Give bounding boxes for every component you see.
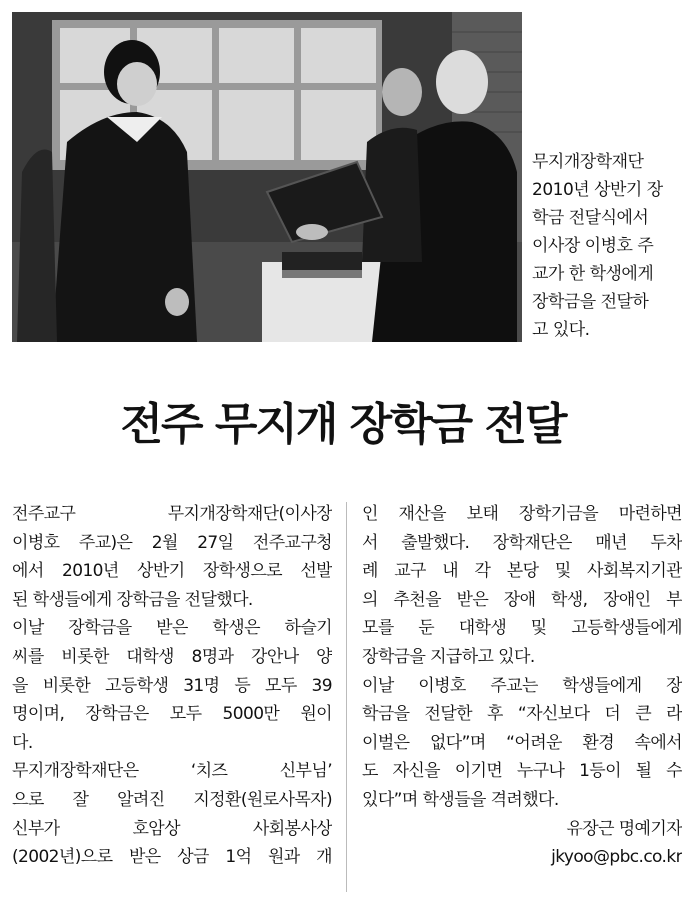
caption-line: 장학금을 전달하	[532, 292, 649, 312]
photo-icon	[12, 12, 522, 342]
column-divider	[346, 502, 347, 892]
body-line: 있다”며 학생들을 격려했다.	[362, 789, 559, 810]
article-body-left-column	[12, 500, 332, 872]
body-line: 명이며, 장학금은 모두 5000만 원이	[12, 704, 332, 725]
byline-author: 유장근 명예기자	[566, 818, 682, 839]
body-line: 서 출발했다. 장학재단은 매년 두차	[362, 532, 682, 553]
body-line: 이병호 주교)은 2월 27일 전주교구청	[12, 532, 332, 553]
body-line: 의 추천을 받은 장애 학생, 장애인 부	[362, 589, 682, 610]
body-line: 례 교구 내 각 본당 및 사회복지기관	[362, 561, 682, 582]
body-line: 으로 잘 알려진 지정환(원로사목자)	[12, 789, 332, 810]
body-line: 이벌은 없다”며 “어려운 환경 속에서	[362, 732, 682, 753]
article-body-right-column	[362, 500, 682, 872]
photo-caption	[532, 148, 680, 344]
article-headline: 전주 무지개 장학금 전달	[120, 399, 566, 450]
body-line: 모를 둔 대학생 및 고등학생들에게	[362, 618, 682, 639]
caption-line: 이사장 이병호 주	[532, 236, 654, 256]
body-line: 도 자신을 이기면 누구나 1등이 될 수	[362, 761, 682, 782]
body-line: 된 학생들에게 장학금을 전달했다.	[12, 589, 253, 610]
body-line: 인 재산을 보태 장학기금을 마련하면	[362, 504, 682, 524]
body-line: 전주교구 무지개장학재단(이사장	[12, 504, 332, 524]
body-line: 씨를 비롯한 대학생 8명과 강안나 양	[12, 646, 332, 667]
body-line: 에서 2010년 상반기 장학생으로 선발	[12, 561, 332, 582]
body-line: 을 비롯한 고등학생 31명 등 모두 39	[12, 675, 332, 696]
caption-line: 교가 한 학생에게	[532, 264, 654, 284]
body-line: 이날 이병호 주교는 학생들에게 장	[362, 675, 682, 696]
body-line: 이날 장학금을 받은 학생은 하슬기	[12, 618, 332, 639]
news-photo	[12, 12, 522, 342]
body-line: 장학금을 지급하고 있다.	[362, 646, 535, 667]
body-line: 학금을 전달한 후 “자신보다 더 큰 라	[362, 704, 682, 725]
caption-line: 무지개장학재단	[532, 152, 644, 172]
byline-email[interactable]: jkyoo@pbc.co.kr	[551, 847, 682, 868]
caption-line: 2010년 상반기 장	[532, 180, 663, 200]
caption-line: 학금 전달식에서	[532, 208, 649, 228]
caption-line: 고 있다.	[532, 320, 590, 340]
body-line: 무지개장학재단은 ‘치즈 신부님’	[12, 761, 332, 782]
body-line: (2002년)으로 받은 상금 1억 원과 개	[12, 847, 332, 868]
body-line: 신부가 호암상 사회봉사상	[12, 818, 332, 839]
body-line: 다.	[12, 732, 33, 753]
